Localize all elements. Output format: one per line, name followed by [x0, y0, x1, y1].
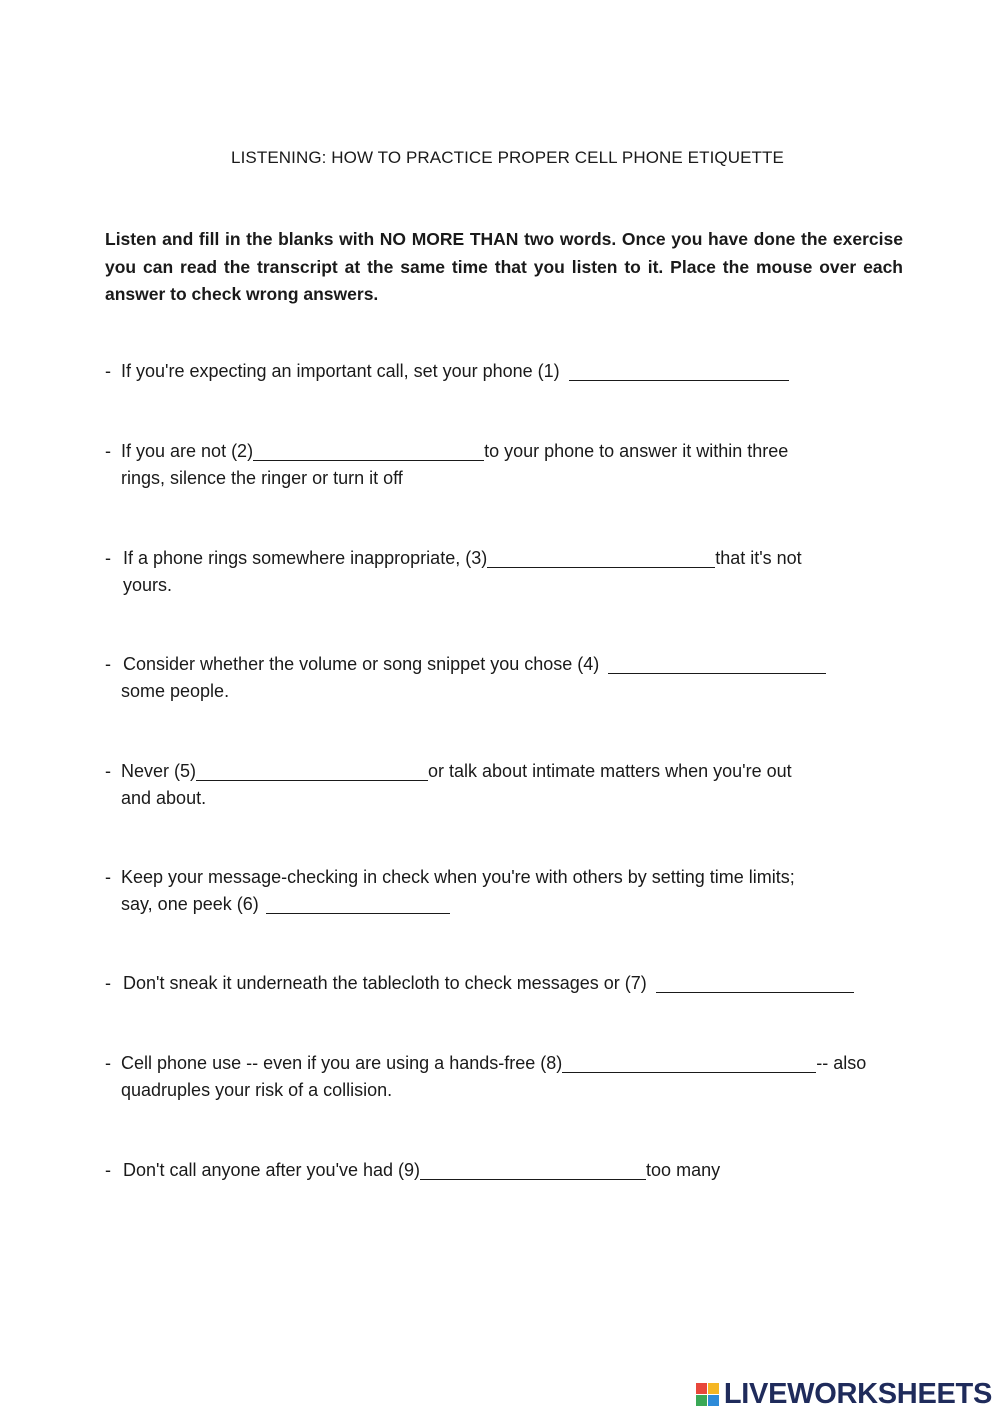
question-2-line2: rings, silence the ringer or turn it off: [121, 468, 403, 488]
question-5-text: Never (5): [121, 761, 197, 781]
question-2-text: If you are not (2): [121, 441, 254, 461]
question-4-text: Consider whether the volume or song snippet you chose (4): [123, 654, 600, 674]
answer-blank-7[interactable]: [656, 972, 854, 993]
question-4-line2: some people.: [121, 681, 230, 701]
answer-blank-2[interactable]: [253, 440, 484, 461]
bullet-dash: -: [105, 548, 111, 568]
answer-blank-1[interactable]: [569, 360, 789, 381]
bullet-dash: -: [105, 867, 111, 887]
bullet-dash: -: [105, 361, 111, 381]
answer-blank-9[interactable]: [420, 1159, 646, 1180]
question-9-text: Don't call anyone after you've had (9): [123, 1160, 421, 1180]
question-6-text: Keep your message-checking in check when you're with others by setting time limits;: [121, 867, 795, 887]
question-3-text: If a phone rings somewhere inappropriate, (3): [123, 548, 488, 568]
answer-blank-3[interactable]: [487, 547, 715, 568]
bullet-dash: -: [105, 654, 111, 674]
question-8-line2: quadruples your risk of a collision.: [121, 1080, 393, 1100]
question-9-text-after: too many: [646, 1160, 721, 1180]
answer-blank-8[interactable]: [562, 1052, 816, 1073]
logo-text: LIVEWORKSHEETS: [723, 1377, 992, 1410]
answer-blank-5[interactable]: [196, 760, 428, 781]
question-8-text: Cell phone use -- even if you are using a hands-free (8): [121, 1053, 563, 1073]
instructions: Listen and fill in the blanks with NO MORE THAN two words. Once you have done the exercise you can read the transcript at the same time that you listen to it. Place the mouse over each answer to check wrong answers.: [105, 229, 903, 304]
bullet-dash: -: [105, 973, 111, 993]
bullet-dash: -: [105, 441, 111, 461]
question-7-text: Don't sneak it underneath the tablecloth to check messages or (7): [123, 973, 647, 993]
worksheet-title: LISTENING: HOW TO PRACTICE PROPER CELL PHONE ETIQUETTE: [231, 148, 784, 167]
bullet-dash: -: [105, 761, 111, 781]
answer-blank-4[interactable]: [608, 653, 826, 674]
liveworksheets-logo-icon: [696, 1380, 722, 1408]
question-5-text-after: or talk about intimate matters when you're out: [428, 761, 792, 781]
question-2-text-after: to your phone to answer it within three: [484, 441, 789, 461]
question-8-text-after: -- also: [816, 1053, 867, 1073]
question-6-line2: say, one peek (6): [121, 894, 259, 914]
answer-blank-6[interactable]: [266, 893, 450, 914]
liveworksheets-logo[interactable]: [696, 1374, 992, 1414]
bullet-dash: -: [105, 1053, 111, 1073]
question-1-text: If you're expecting an important call, set your phone (1): [121, 361, 560, 381]
bullet-dash: -: [105, 1160, 111, 1180]
question-3-line2: yours.: [123, 575, 173, 595]
question-3-text-after: that it's not: [715, 548, 802, 568]
question-5-line2: and about.: [121, 788, 207, 808]
